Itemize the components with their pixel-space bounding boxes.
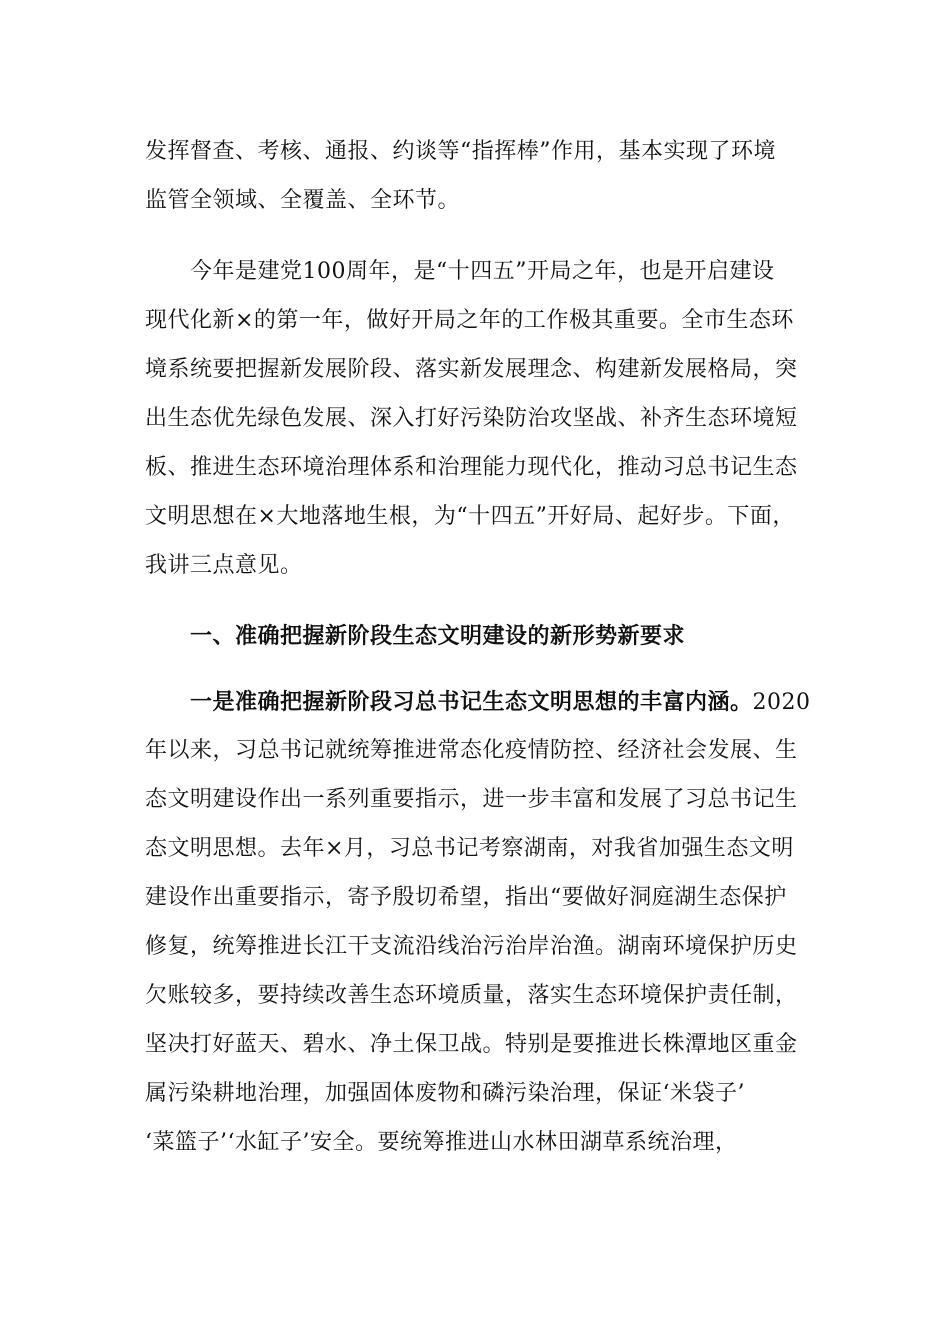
paragraph-line: 态文明思想。去年×月，习总书记考察湖南，对我省加强生态文明 [145,836,794,861]
paragraph-line: 建设作出重要指示，寄予殷切希望，指出“要做好洞庭湖生态保护 [145,885,787,910]
paragraph-line: 出生态优先绿色发展、深入打好污染防治攻坚战、补齐生态环境短 [145,406,798,431]
year-text: 2020 [752,690,811,715]
paragraph-line: 今年是建党100周年，是“十四五”开局之年，也是开启建设 [190,259,775,284]
section-heading: 一、准确把握新阶段生态文明建设的新形势新要求 [190,623,686,649]
paragraph-line: 现代化新×的第一年，做好开局之年的工作极其重要。全市生态环 [145,308,794,333]
paragraph-line: 文明思想在×大地落地生根，为“十四五”开好局、起好步。下面， [145,504,795,529]
paragraph-line: 发挥督查、考核、通报、约谈等“指挥棒”作用，基本实现了环境 [145,139,776,164]
paragraph-line: 坚决打好蓝天、碧水、净土保卫战。特别是要推进长株潭地区重金 [145,1032,798,1057]
paragraph-line: 板、推进生态环境治理体系和治理能力现代化，推动习总书记生态 [145,455,798,480]
paragraph-line: 态文明建设作出一系列重要指示，进一步丰富和发展了习总书记生 [145,787,798,812]
lead-sentence: 一是准确把握新阶段习总书记生态文明思想的丰富内涵。 [190,689,753,715]
paragraph-line: 属污染耕地治理，加强固体废物和磷污染治理，保证‘米袋子’ [145,1081,745,1106]
paragraph-line: 我讲三点意见。 [145,553,303,578]
paragraph-line: 欠账较多，要持续改善生态环境质量，落实生态环境保护责任制， [145,983,798,1008]
paragraph-line: 监管全领域、全覆盖、全环节。 [145,188,461,213]
paragraph-line: 境系统要把握新发展阶段、落实新发展理念、构建新发展格局，突 [145,357,798,382]
paragraph-line: 年以来，习总书记就统筹推进常态化疫情防控、经济社会发展、生 [145,738,798,763]
paragraph-line: 修复，统筹推进长江干支流沿线治污治岸治渔。湖南环境保护历史 [145,934,798,959]
paragraph-line: ‘菜篮子’‘水缸子’安全。要统筹推进山水林田湖草系统治理， [145,1130,738,1155]
paragraph-line [190,686,811,718]
